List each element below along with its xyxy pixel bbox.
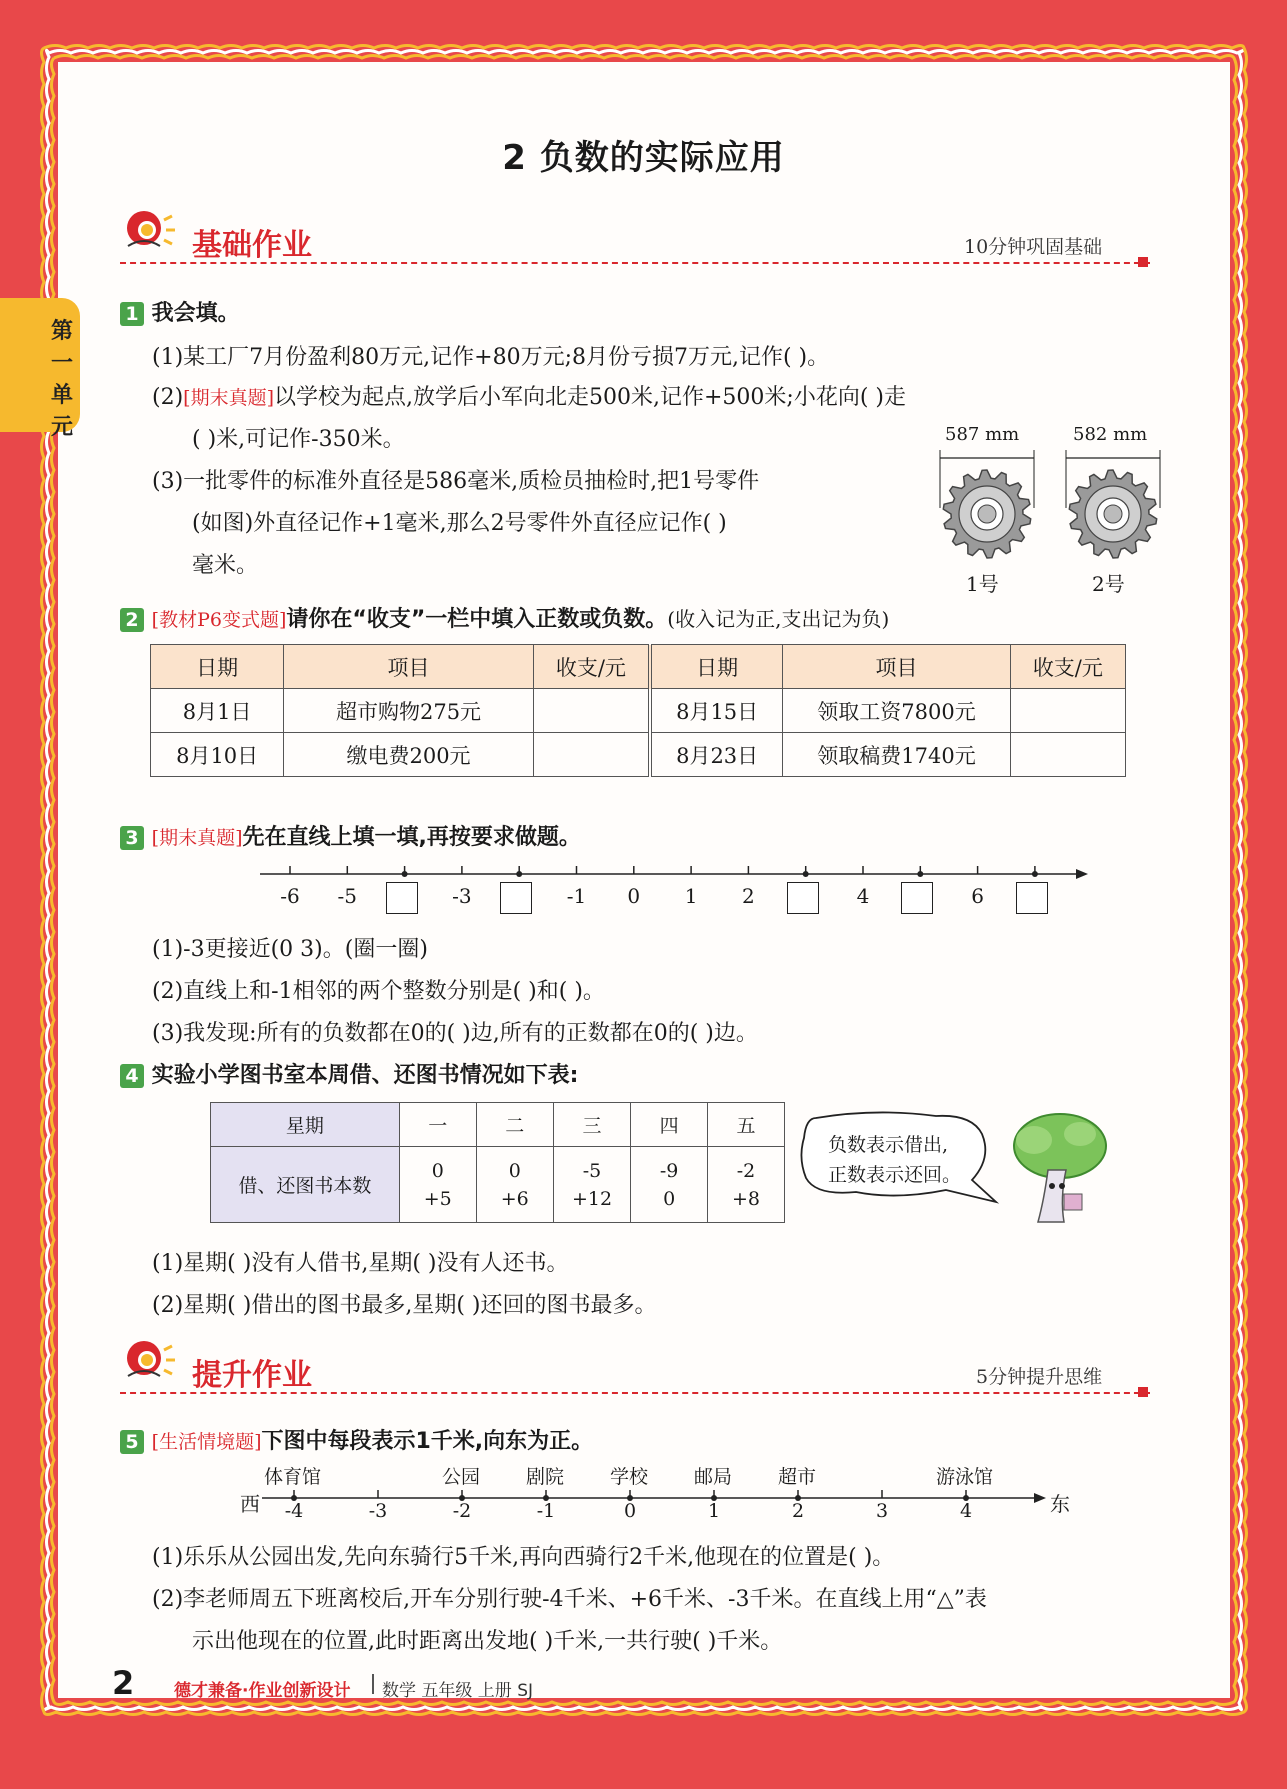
place-label: 体育馆 [264,1466,322,1488]
section-note-advanced: 5分钟提升思维 [976,1366,1103,1388]
borrow-value: -5 [582,1159,602,1182]
q5-line-2: (2)李老师周五下班离校后,开车分别行驶-4千米、+6千米、-3千米。在直线上用“△”表 [152,1587,987,1612]
borrow-value: 0 [431,1159,444,1182]
tick-label: 3 [875,1500,889,1522]
gear-2-size: 582 mm [1073,424,1148,445]
place-label: 学校 [610,1466,649,1488]
divider-end-mark [1138,1387,1148,1397]
tick-label: 0 [623,1500,637,1522]
section-note-basic: 10分钟巩固基础 [964,236,1103,258]
borrow-value: 0 [508,1159,521,1182]
question-number: 4 [120,1064,144,1088]
tick-label: 0 [627,884,641,908]
question-text: 先在直线上填一填,再按要求做题。 [242,825,581,850]
return-value: +5 [423,1187,452,1210]
tick-label: -1 [536,1500,556,1522]
q3-line-2: (2)直线上和-1相邻的两个整数分别是( )和( )。 [152,979,605,1004]
answer-cell[interactable] [533,689,650,733]
borrow-value: -9 [659,1159,679,1182]
tick-label: 4 [959,1500,973,1522]
answer-box[interactable] [1016,882,1048,914]
row-label: 借、还图书本数 [211,1147,400,1223]
table-cell: 领取工资7800元 [783,689,1010,733]
table-cell: 8月15日 [650,689,783,733]
q2-tag: [教材P6变式题] [151,609,287,631]
question-3-heading [120,820,581,851]
q1-line-6: 毫米。 [192,553,259,578]
question-text: 我会填。 [151,301,240,326]
answer-cell[interactable] [1010,733,1125,777]
bubble-line-1: 负数表示借出, [828,1134,949,1156]
gear-2-icon [1069,470,1156,558]
income-expense-table [150,644,1126,777]
answer-cell[interactable] [533,733,650,777]
divider-end-mark [1138,257,1148,267]
place-label: 超市 [778,1466,817,1488]
tick-label: -6 [280,884,300,908]
gear-1-icon [943,470,1030,558]
tick-label: -4 [284,1500,304,1522]
q1-line-5: (如图)外直径记作+1毫米,那么2号零件外直径应记作( ) [192,511,727,536]
question-number: 1 [120,302,144,326]
table-header: 日期 [151,645,284,689]
place-label: 公园 [442,1466,481,1488]
place-label: 邮局 [694,1466,733,1488]
q3-line-1: (1)-3更接近(0 3)。(圈一圈) [152,937,428,962]
return-value: +12 [571,1187,613,1210]
q2-note: (收入记为正,支出记为负) [667,607,890,631]
gear-1-size: 587 mm [945,424,1020,445]
east-label: 东 [1050,1492,1070,1516]
q1-sub-text: 以学校为起点,放学后小军向北走500米,记作+500米;小花向( )走 [274,385,906,410]
return-value: +8 [731,1187,760,1210]
q3-tag: [期末真题] [151,827,243,849]
footer-divider [372,1674,374,1694]
question-5-heading [120,1424,593,1455]
table-cell [631,1147,708,1223]
q4-line-1: (1)星期( )没有人借书,星期( )没有人还书。 [152,1251,569,1276]
day-header: 四 [631,1103,708,1147]
answer-box[interactable] [386,882,418,914]
tick-label: -1 [566,884,587,908]
question-text: 下图中每段表示1千米,向东为正。 [261,1429,594,1454]
footer-brand: 德才兼备·作业创新设计 [174,1681,351,1701]
answer-box[interactable] [787,882,819,914]
return-value: +6 [500,1187,529,1210]
page-title: 2 负数的实际应用 [502,138,785,178]
question-text: 请你在“收支”一栏中填入正数或负数。 [286,607,668,632]
section-divider [120,1392,1150,1394]
question-number: 2 [120,608,144,632]
q1-line-1: (1)某工厂7月份盈利80万元,记作+80万元;8月份亏损7万元,记作( )。 [152,345,830,370]
section-title-basic: 基础作业 [192,228,312,263]
return-value: 0 [663,1187,676,1210]
section-title-advanced: 提升作业 [192,1358,312,1393]
page-number: 2 [112,1664,135,1702]
q5-tag: [生活情境题] [151,1431,262,1453]
table-cell: 8月1日 [151,689,284,733]
gear-diagram [934,448,1164,578]
place-label: 游泳馆 [936,1466,994,1488]
answer-box[interactable] [901,882,933,914]
answer-box[interactable] [500,882,532,914]
table-header: 项目 [284,645,534,689]
tick-label: 1 [707,1500,721,1522]
table-header: 日期 [650,645,783,689]
table-row [151,733,1126,777]
table-cell [476,1147,553,1223]
question-2-heading [120,602,889,633]
unit-label: 第一单元 [50,319,73,440]
table-header: 收支/元 [1010,645,1125,689]
bubble-line-2: 正数表示还回。 [828,1164,962,1186]
table-cell: 8月23日 [650,733,783,777]
day-header: 二 [476,1103,553,1147]
gear-2-label: 2号 [1092,572,1125,596]
day-header: 三 [553,1103,631,1147]
library-table [210,1102,785,1223]
table-cell [399,1147,476,1223]
table-cell: 缴电费200元 [284,733,534,777]
q1-line-3: ( )米,可记作-350米。 [192,427,405,452]
tree-character-icon [1004,1110,1114,1232]
table-cell: 超市购物275元 [284,689,534,733]
q1-sub-label: (2) [152,385,184,410]
tick-label: 2 [791,1500,805,1522]
q5-line-1: (1)乐乐从公园出发,先向东骑行5千米,再向西骑行2千米,他现在的位置是( )。 [152,1545,895,1570]
q1-line-4: (3)一批零件的标准外直径是586毫米,质检员抽检时,把1号零件 [152,469,760,494]
tick-label: -5 [337,884,358,908]
place-label: 剧院 [526,1466,565,1488]
gear-1-label: 1号 [966,572,999,596]
table-cell: 领取稿费1740元 [783,733,1010,777]
answer-cell[interactable] [1010,689,1125,733]
table-header: 项目 [783,645,1010,689]
tick-label: -3 [368,1500,388,1522]
tick-label: 6 [971,884,984,908]
question-number: 5 [120,1430,144,1454]
question-number: 3 [120,826,144,850]
q3-line-3: (3)我发现:所有的负数都在0的( )边,所有的正数都在0的( )边。 [152,1021,758,1046]
table-row [211,1147,785,1223]
section-divider [120,262,1150,264]
unit-side-tab [0,298,80,440]
tick-label: -2 [452,1500,472,1522]
q5-line-3: 示出他现在的位置,此时距离出发地( )千米,一共行驶( )千米。 [192,1629,783,1654]
lamp-icon [118,206,176,254]
table-cell [553,1147,631,1223]
table-row [151,689,1126,733]
tick-label: 2 [742,884,755,908]
q1-line-2 [152,380,906,411]
tick-label: 1 [684,884,698,908]
q4-line-2: (2)星期( )借出的图书最多,星期( )还回的图书最多。 [152,1293,657,1318]
borrow-value: -2 [736,1159,756,1182]
tick-label: -3 [452,884,472,908]
footer-subject: 数学 五年级 上册 SJ [382,1681,534,1701]
table-cell: 8月10日 [151,733,284,777]
day-header: 一 [399,1103,476,1147]
question-4-heading [120,1058,578,1089]
day-header: 五 [707,1103,784,1147]
lamp-icon [118,1336,176,1384]
q1-tag: [期末真题] [183,387,274,409]
west-label: 西 [240,1492,260,1516]
question-1-heading [120,296,240,327]
table-header: 星期 [211,1103,400,1147]
tick-label: 4 [856,884,870,908]
table-header: 收支/元 [533,645,650,689]
question-text: 实验小学图书室本周借、还图书情况如下表: [151,1063,579,1088]
table-cell [707,1147,784,1223]
